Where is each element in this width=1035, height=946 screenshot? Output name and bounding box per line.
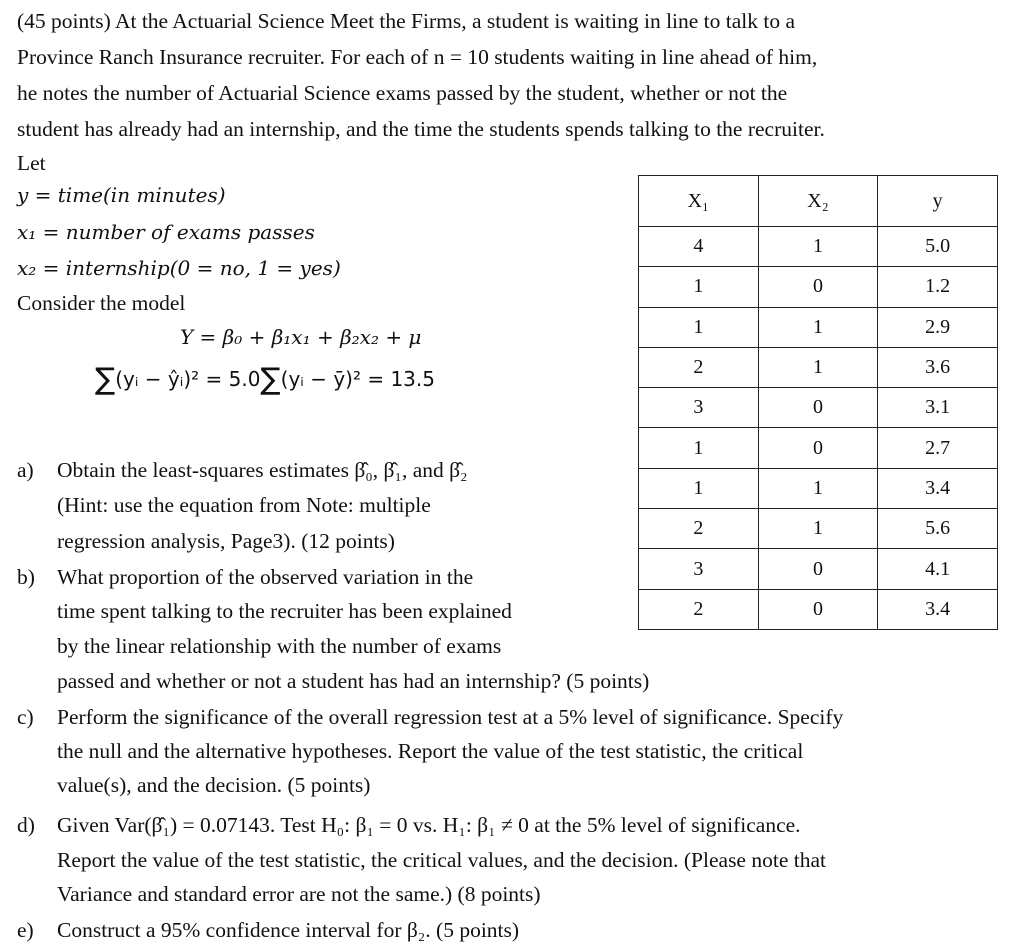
intro-line-3: he notes the number of Actuarial Science exams passed by the student, whether or not the <box>17 81 788 105</box>
cell-y: 5.0 <box>878 227 998 267</box>
question-b-line-4: passed and whether or not a student has had an internship? (5 points) <box>57 669 650 693</box>
table-row <box>639 227 998 267</box>
cell-x1: 2 <box>639 509 759 549</box>
question-e-line-1: Construct a 95% confidence interval for β₂. (5 points) <box>57 918 520 942</box>
cell-y: 3.4 <box>878 589 998 629</box>
question-a-line-2: (Hint: use the equation from Note: multiple <box>57 493 431 517</box>
cell-x1: 1 <box>639 468 759 508</box>
cell-x2: 0 <box>758 388 878 428</box>
question-c-line-2: the null and the alternative hypotheses. Report the value of the test statistic, the critical <box>57 739 804 763</box>
question-d-line-1: Given Var(β̂₁) = 0.07143. Test H₀: β₁ = 0 vs. H₁: β₁ ≠ 0 at the 5% level of significance. <box>57 813 801 837</box>
question-b-line-2: time spent talking to the recruiter has been explained <box>57 599 512 623</box>
table-row <box>639 549 998 589</box>
cell-y: 3.1 <box>878 388 998 428</box>
sst-expression: (yᵢ − ȳ)² = 13.5 <box>280 367 435 391</box>
intro-line-4: student has already had an internship, and the time the students spends talking to the recruiter. <box>17 117 825 141</box>
question-b-line-1: What proportion of the observed variation in the <box>57 565 474 589</box>
definition-y: y = time(in minutes) <box>17 183 226 207</box>
table-row <box>639 347 998 387</box>
question-b-line-3: by the linear relationship with the number of exams <box>57 634 502 658</box>
cell-y: 1.2 <box>878 267 998 307</box>
table-row <box>639 307 998 347</box>
intro-line-1: (45 points) At the Actuarial Science Meet the Firms, a student is waiting in line to talk to a <box>17 9 796 33</box>
column-header-x2: X₂ <box>758 176 878 227</box>
cell-x2: 0 <box>758 428 878 468</box>
cell-x1: 4 <box>639 227 759 267</box>
definition-x1: x₁ = number of exams passes <box>17 220 315 244</box>
sigma-symbol: ∑ <box>260 362 281 397</box>
cell-x2: 1 <box>758 307 878 347</box>
cell-y: 3.4 <box>878 468 998 508</box>
cell-x2: 1 <box>758 468 878 508</box>
question-d-label: d) <box>17 813 35 837</box>
cell-x1: 1 <box>639 428 759 468</box>
cell-x2: 1 <box>758 347 878 387</box>
question-d-line-3: Variance and standard error are not the same.) (8 points) <box>57 882 541 906</box>
cell-x1: 1 <box>639 267 759 307</box>
column-header-x1: X₁ <box>639 176 759 227</box>
intro-line-5: Let <box>17 151 46 175</box>
consider-model-text: Consider the model <box>17 291 186 315</box>
sum-of-squares-equation <box>95 362 435 397</box>
table-row <box>639 267 998 307</box>
model-equation: Y = β₀ + β₁x₁ + β₂x₂ + μ <box>180 325 422 349</box>
definition-x2: x₂ = internship(0 = no, 1 = yes) <box>17 256 341 280</box>
question-c-label: c) <box>17 705 34 729</box>
question-a-line-1: Obtain the least-squares estimates β̂₀, β̂₁, and β̂₂ <box>57 458 468 482</box>
cell-x1: 3 <box>639 388 759 428</box>
question-a-line-3: regression analysis, Page3). (12 points) <box>57 529 395 553</box>
question-c-line-1: Perform the significance of the overall regression test at a 5% level of significance. Specify <box>57 705 844 729</box>
sigma-symbol: ∑ <box>95 362 116 397</box>
question-d-line-2: Report the value of the test statistic, the critical values, and the decision. (Please note that <box>57 848 826 872</box>
table-row <box>639 468 998 508</box>
question-a-label: a) <box>17 458 34 482</box>
column-header-y: y <box>878 176 998 227</box>
question-b-label: b) <box>17 565 35 589</box>
cell-x2: 0 <box>758 589 878 629</box>
question-c-line-3: value(s), and the decision. (5 points) <box>57 773 371 797</box>
data-table <box>638 175 998 630</box>
cell-x2: 1 <box>758 509 878 549</box>
table-row <box>639 589 998 629</box>
cell-y: 2.7 <box>878 428 998 468</box>
cell-y: 2.9 <box>878 307 998 347</box>
cell-x1: 1 <box>639 307 759 347</box>
table-row <box>639 428 998 468</box>
cell-x1: 3 <box>639 549 759 589</box>
intro-line-2: Province Ranch Insurance recruiter. For each of n = 10 students waiting in line ahead of him, <box>17 45 818 69</box>
table-row <box>639 509 998 549</box>
table-header-row <box>639 176 998 227</box>
cell-x2: 0 <box>758 267 878 307</box>
cell-y: 5.6 <box>878 509 998 549</box>
cell-y: 4.1 <box>878 549 998 589</box>
table-row <box>639 388 998 428</box>
cell-x2: 0 <box>758 549 878 589</box>
cell-y: 3.6 <box>878 347 998 387</box>
cell-x1: 2 <box>639 589 759 629</box>
question-e-label: e) <box>17 918 34 942</box>
cell-x1: 2 <box>639 347 759 387</box>
cell-x2: 1 <box>758 227 878 267</box>
sse-expression: (yᵢ − ŷᵢ)² = 5.0 <box>115 367 261 391</box>
